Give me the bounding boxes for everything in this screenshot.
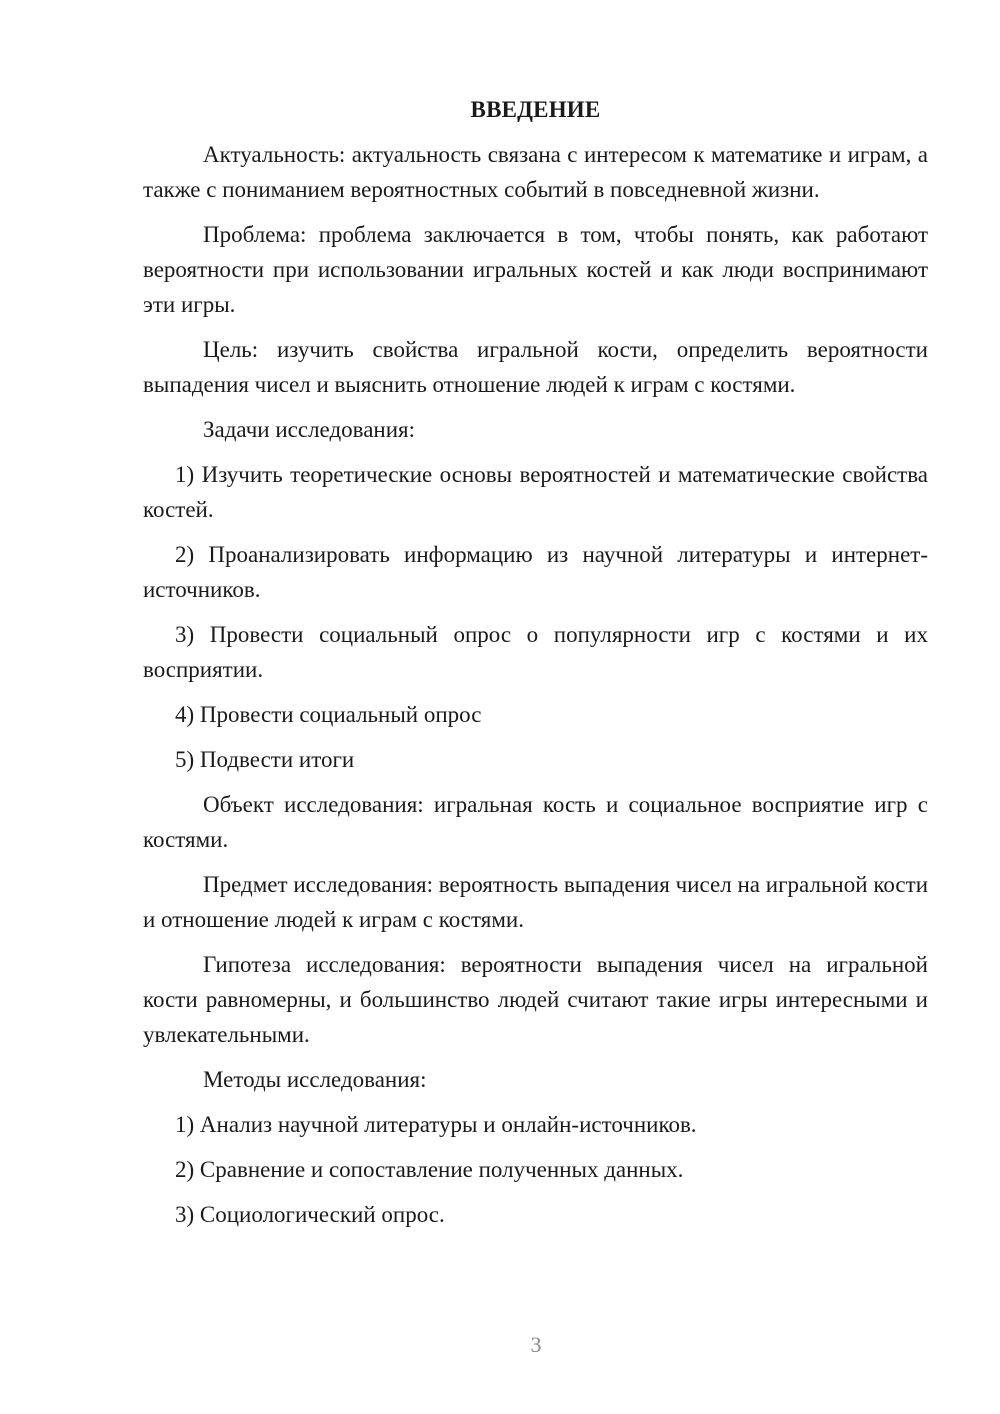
task-item-3: 3) Провести социальный опрос о популярности игр с костями и их восприятии. [143, 622, 928, 682]
goal-paragraph: Цель: изучить свойства игральной кости, определить вероятности выпадения чисел и выяснить отношение людей к играм с костями. [143, 337, 928, 397]
method-item-1: 1) Анализ научной литературы и онлайн-источников. [175, 1112, 697, 1137]
task-item-2: 2) Проанализировать информацию из научной литературы и интернет-источников. [143, 542, 928, 602]
problem-paragraph: Проблема: проблема заключается в том, чтобы понять, как работают вероятности при использовании игральных костей и как люди воспринимают эти игры. [143, 222, 928, 317]
section-title: ВВЕДЕНИЕ [470, 97, 601, 122]
subject-paragraph: Предмет исследования: вероятность выпадения чисел на игральной кости и отношение людей к играм с костями. [143, 872, 928, 932]
task-item-1: 1) Изучить теоретические основы вероятностей и математические свойства костей. [143, 462, 928, 522]
methods-heading: Методы исследования: [203, 1067, 427, 1092]
method-item-2: 2) Сравнение и сопоставление полученных данных. [175, 1157, 684, 1182]
page-number: 3 [530, 1332, 542, 1357]
hypothesis-paragraph: Гипотеза исследования: вероятности выпадения чисел на игральной кости равномерны, и большинство людей считают такие игры интересными и увлекательными. [143, 952, 928, 1047]
task-item-4: 4) Провести социальный опрос [175, 702, 482, 727]
task-item-5: 5) Подвести итоги [175, 747, 355, 772]
method-item-3: 3) Социологический опрос. [175, 1202, 445, 1227]
relevance-paragraph: Актуальность: актуальность связана с интересом к математике и играм, а также с пониманием вероятностных событий в повседневной жизни. [143, 142, 928, 202]
document-page [143, 92, 928, 1242]
object-paragraph: Объект исследования: игральная кость и социальное восприятие игр с костями. [143, 792, 928, 852]
tasks-heading: Задачи исследования: [203, 417, 416, 442]
